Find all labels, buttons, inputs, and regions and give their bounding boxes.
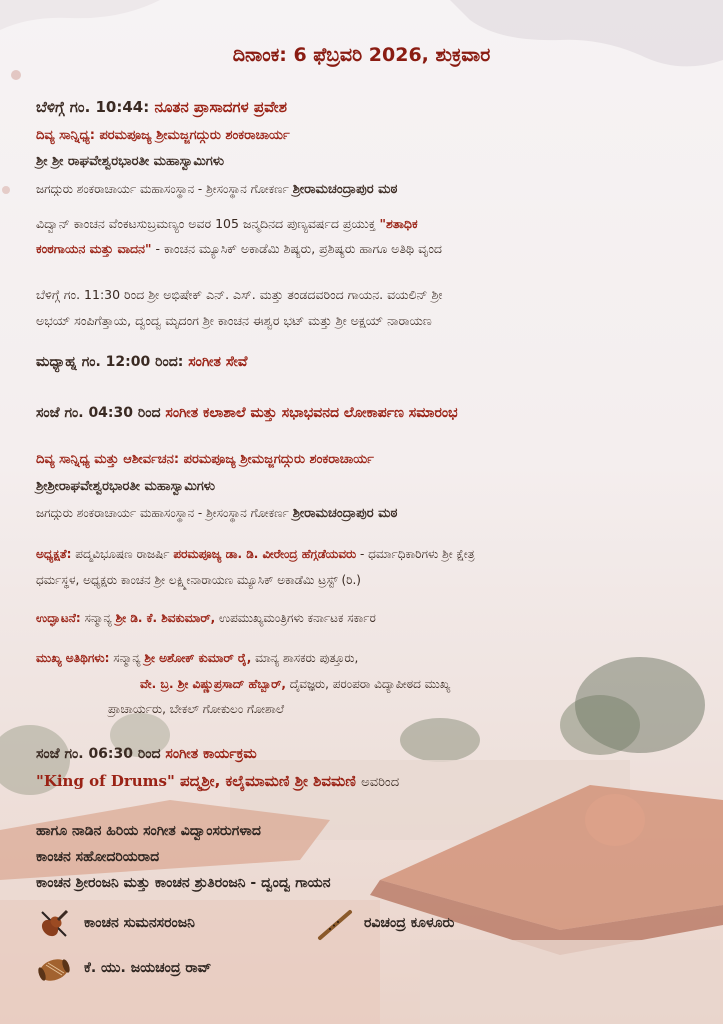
centenary-text-2b: - ಕಾಂಚನ ಮ್ಯೂಸಿಕ್ ಅಕಾಡೆಮಿ ಶಿಷ್ಯರು, ಪ್ರಶಿಷ್ಯರು ಹಾಗೂ ಅತಿಥಿ ವೃಂದ — [155, 241, 442, 256]
inaug-label: ಉದ್ಘಾಟನೆ: — [36, 611, 81, 625]
evening-session — [36, 405, 458, 421]
blessing-text: ಪರಮಪೂಜ್ಯ ಶ್ರೀಮಜ್ಜಗದ್ಗುರು ಶಂಕರಾಚಾರ್ಯ — [183, 452, 374, 467]
vocal-line-2: ಅಭಯ್ ಸಂಪಿಗೆತ್ತಾಯ, ದ್ವಂದ್ವ ಮೃದಂಗ ಶ್ರೀ ಕಾಂಚನ ಈಶ್ವರ ಭಟ್ ಮತ್ತು ಶ್ರೀ ಅಕ್ಷಯ್ ನಾರಾಯಣ — [36, 313, 432, 328]
guest1-pre: ಸನ್ಮಾನ್ಯ — [113, 651, 141, 665]
morning-session — [36, 98, 287, 116]
guests-line-2 — [140, 677, 450, 692]
president-line-2: ಧರ್ಮಸ್ಥಳ, ಅಧ್ಯಕ್ಷರು ಕಾಂಚನ ಶ್ರೀ ಲಕ್ಷ್ಮೀನಾರಾಯಣ ಮ್ಯೂಸಿಕ್ ಅಕಾಡೆಮಿ ಟ್ರಸ್ಟ್ (ರಿ.) — [36, 573, 361, 587]
morning-time: ಬೆಳಿಗ್ಗೆ ಗಂ. 10:44: — [36, 98, 150, 116]
blessing-label: ದಿವ್ಯ ಸಾನ್ನಿಧ್ಯ ಮತ್ತು ಆಶೀರ್ವಚನ: — [36, 452, 180, 467]
president-name: ಪರಮಪೂಜ್ಯ ಡಾ. ಡಿ. ವೀರೇಂದ್ರ ಹೆಗ್ಗಡೆಯವರು — [173, 547, 357, 561]
guest1-post: ಮಾನ್ಯ ಶಾಸಕರು ಪುತ್ತೂರು, — [255, 651, 359, 665]
evening-math — [36, 506, 397, 521]
president-label: ಅಧ್ಯಕ್ಷತೆ: — [36, 547, 72, 561]
concert-session — [36, 746, 257, 762]
concert-event: ಸಂಗೀತ ಕಾರ್ಯಕ್ರಮ — [165, 746, 257, 762]
president-post: - ಧರ್ಮಾಧಿಕಾರಿಗಳು ಶ್ರೀ ಕ್ಷೇತ್ರ — [360, 547, 475, 561]
morning-swamiji: ಶ್ರೀ ಶ್ರೀ ರಾಘವೇಶ್ವರಭಾರತೀ ಮಹಾಸ್ವಾಮಿಗಳು — [36, 154, 225, 169]
concert-line-3: ಕಾಂಚನ ಶ್ರೀರಂಜನಿ ಮತ್ತು ಕಾಂಚನ ಶ್ರುತಿರಂಜನಿ - ದ್ವಂದ್ವ ಗಾಯನ — [36, 875, 331, 891]
mridanga-icon — [36, 955, 72, 985]
centenary-text-1b: "ಶತಾಧಿಕ — [379, 216, 418, 231]
morning-event: ನೂತನ ಪ್ರಾಸಾದಗಳ ಪ್ರವೇಶ — [154, 98, 287, 116]
guest2-post: ದೈವಜ್ಞರು, ಪರಂಪರಾ ವಿದ್ಯಾಪೀಠದ ಮುಖ್ಯ — [289, 677, 451, 691]
centenary-line-1 — [36, 216, 418, 232]
noon-event: ಸಂಗೀತ ಸೇವೆ — [188, 354, 248, 370]
guests-line-3: ಪ್ರಾಚಾರ್ಯರು, ಬೇಕಲ್ ಗೋಕುಲಂ ಗೋಶಾಲೆ — [108, 702, 285, 716]
centenary-text-2a: ಕಂಠಗಾಯನ ಮತ್ತು ವಾದನ" — [36, 241, 152, 256]
president-line-1 — [36, 547, 475, 562]
morning-presence — [36, 128, 290, 143]
concert-artist: ಪದ್ಮಶ್ರೀ, ಕಲೈಮಾಮಣಿ ಶ್ರೀ ಶಿವಮಣಿ — [180, 772, 356, 790]
evening-math-bold: ಶ್ರೀರಾಮಚಂದ್ರಾಪುರ ಮಠ — [292, 506, 398, 521]
inaug-name: ಶ್ರೀ ಡಿ. ಕೆ. ಶಿವಕುಮಾರ್, — [115, 611, 216, 625]
inaug-post: ಉಪಮುಖ್ಯಮಂತ್ರಿಗಳು ಕರ್ನಾಟಕ ಸರ್ಕಾರ — [219, 611, 376, 625]
evening-event: ಸಂಗೀತ ಕಲಾಶಾಲೆ ಮತ್ತು ಸಭಾಭವನದ ಲೋಕಾರ್ಪಣ ಸಮಾರಂಭ — [165, 405, 458, 421]
presence-text: ಪರಮಪೂಜ್ಯ ಶ್ರೀಮಜ್ಜಗದ್ಗುರು ಶಂಕರಾಚಾರ್ಯ — [99, 128, 290, 143]
violin-artist: ಕಾಂಚನ ಸುಮನಸರಂಜನಿ — [84, 915, 195, 931]
math-bold: ಶ್ರೀರಾಮಚಂದ್ರಾಪುರ ಮಠ — [292, 182, 398, 197]
math-text: ಜಗದ್ಗುರು ಶಂಕರಾಚಾರ್ಯ ಮಹಾಸಂಸ್ಥಾನ - ಶ್ರೀಸಂಸ್ಥಾನ ಗೋಕರ್ಣ — [36, 182, 289, 196]
centenary-text-1a: ವಿದ್ವಾನ್ ಕಾಂಚನ ವೆಂಕಟಸುಬ್ರಮಣ್ಯಂ ಅವರ 105 ಜನ್ಮದಿನದ ಪುಣ್ಯವರ್ಷದ ಪ್ರಯುಕ್ತ — [36, 216, 376, 231]
noon-session — [36, 354, 247, 370]
concert-line-2: ಕಾಂಚನ ಸಹೋದರಿಯರಾದ — [36, 849, 160, 865]
inauguration-line — [36, 611, 376, 626]
date-heading: ದಿನಾಂಕ: 6 ಫೆಬ್ರವರಿ 2026, ಶುಕ್ರವಾರ — [232, 44, 491, 66]
concert-title: "King of Drums" — [36, 772, 175, 790]
mridanga-artist: ಕೆ. ಯು. ಜಯಚಂದ್ರ ರಾವ್ — [84, 960, 212, 976]
guest2-name: ವೇ. ಬ್ರ. ಶ್ರೀ ವಿಷ್ಣುಪ್ರಸಾದ್ ಹೆಬ್ಬಾರ್, — [140, 677, 286, 691]
concert-headliner — [36, 772, 399, 790]
flute-icon — [316, 908, 354, 942]
guests-label: ಮುಖ್ಯ ಅತಿಥಿಗಳು: — [36, 651, 110, 665]
guest1-name: ಶ್ರೀ ಅಶೋಕ್ ಕುಮಾರ್ ರೈ, — [144, 651, 252, 665]
evening-swamiji: ಶ್ರೀಶ್ರೀರಾಘವೇಶ್ವರಭಾರತೀ ಮಹಾಸ್ವಾಮಿಗಳು — [36, 479, 215, 494]
violin-icon — [36, 906, 72, 942]
president-pre: ಪದ್ಮವಿಭೂಷಣ ರಾಜರ್ಷಿ — [75, 547, 170, 561]
evening-blessing — [36, 452, 374, 467]
concert-artist-post: ಅವರಿಂದ — [361, 775, 400, 790]
morning-math — [36, 182, 397, 197]
inaug-pre: ಸನ್ಮಾನ್ಯ — [84, 611, 112, 625]
vocal-line-1: ಬೆಳಿಗ್ಗೆ ಗಂ. 11:30 ರಿಂದ ಶ್ರೀ ಅಭಿಷೇಕ್ ಎನ್. ಎಸ್. ಮತ್ತು ತಂಡದವರಿಂದ ಗಾಯನ. ವಯಲಿನ್ ಶ್ರೀ — [36, 287, 443, 302]
guests-line-1 — [36, 651, 358, 666]
evening-math-text: ಜಗದ್ಗುರು ಶಂಕರಾಚಾರ್ಯ ಮಹಾಸಂಸ್ಥಾನ - ಶ್ರೀಸಂಸ್ಥಾನ ಗೋಕರ್ಣ — [36, 506, 289, 520]
concert-line-1: ಹಾಗೂ ನಾಡಿನ ಹಿರಿಯ ಸಂಗೀತ ವಿದ್ವಾಂಸರುಗಳಾದ — [36, 823, 261, 839]
centenary-line-2 — [36, 241, 442, 257]
concert-time: ಸಂಜೆ ಗಂ. 06:30 ರಿಂದ — [36, 746, 161, 762]
evening-time: ಸಂಜೆ ಗಂ. 04:30 ರಿಂದ — [36, 405, 161, 421]
presence-label: ದಿವ್ಯ ಸಾನ್ನಿಧ್ಯ: — [36, 128, 95, 143]
flute-artist: ರವಿಚಂದ್ರ ಕೂಳೂರು — [364, 915, 455, 931]
noon-time: ಮಧ್ಯಾಹ್ನ ಗಂ. 12:00 ರಿಂದ: — [36, 354, 184, 370]
